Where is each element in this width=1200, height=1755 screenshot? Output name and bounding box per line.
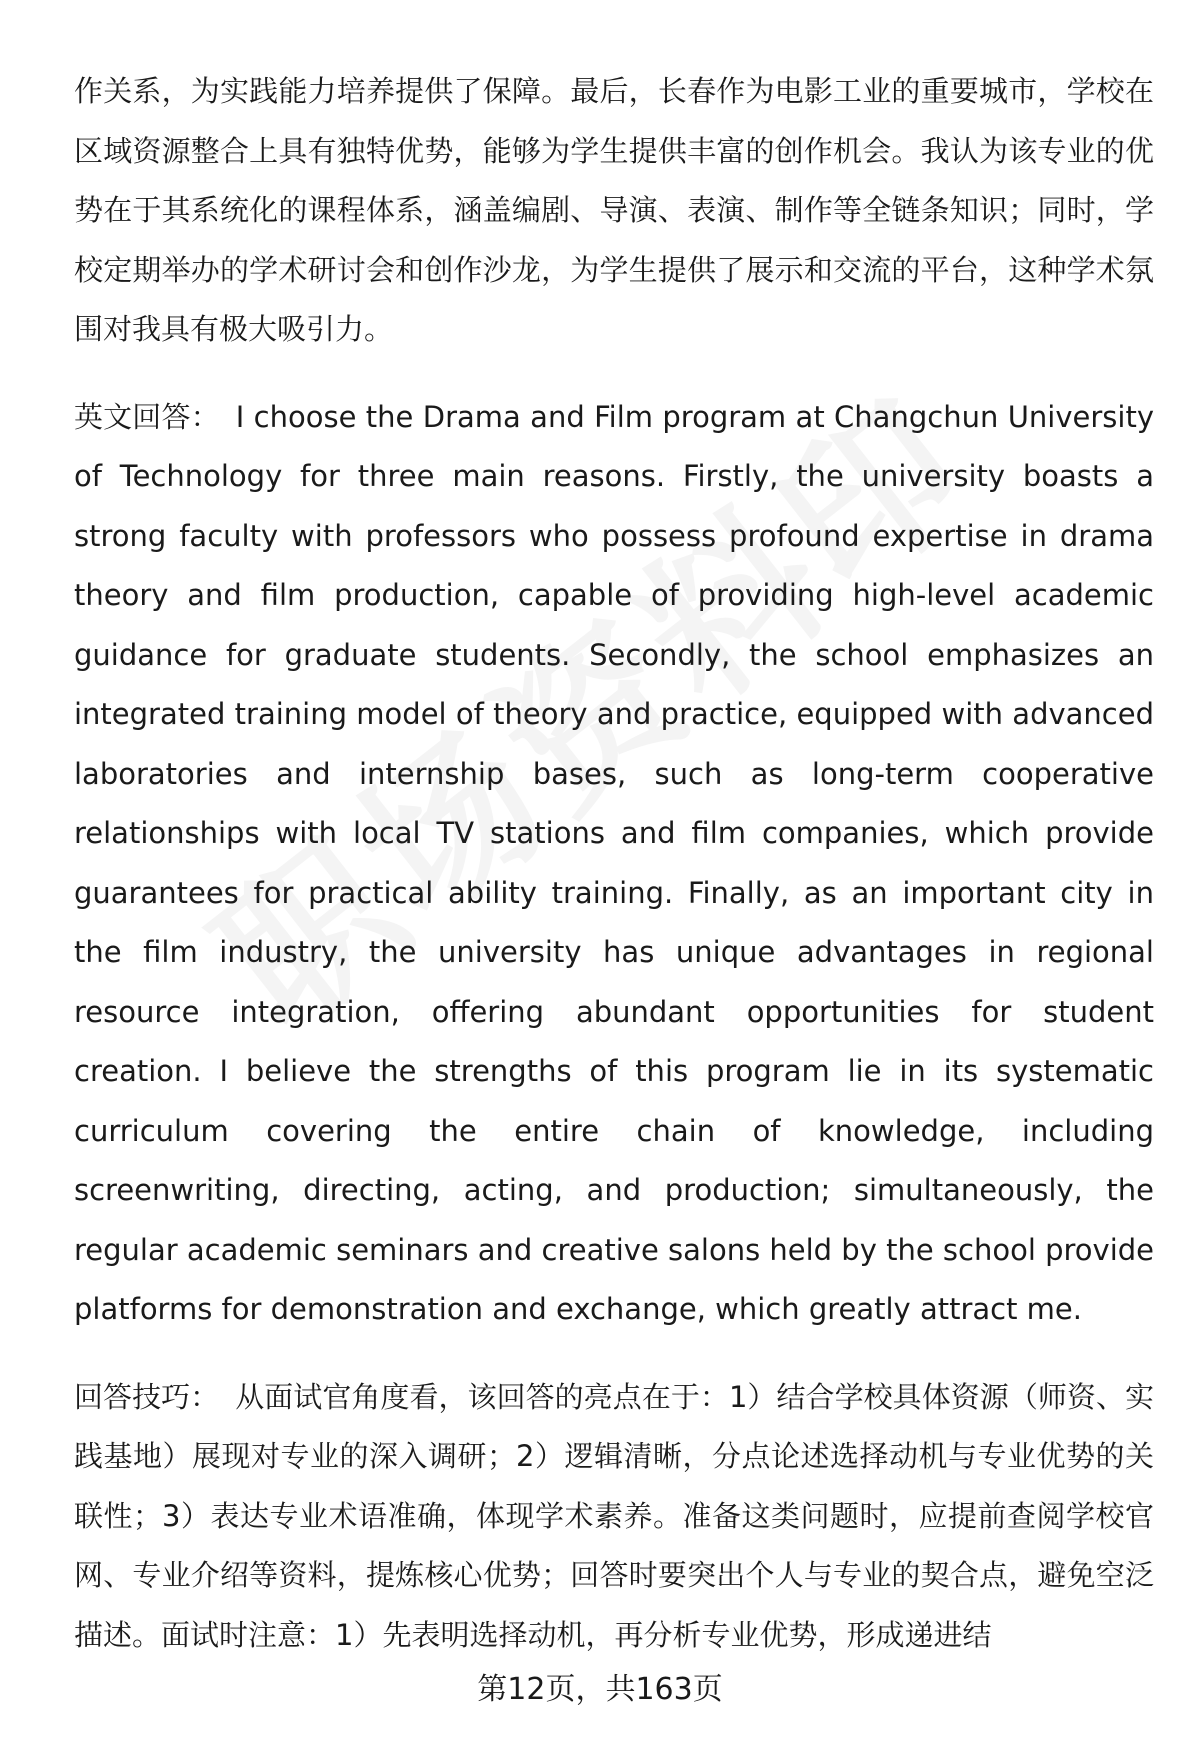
page-number-footer: 第12页，共163页 [477, 1672, 723, 1707]
answer-tips-label: 回答技巧： [74, 1379, 220, 1414]
english-answer-label: 英文回答： [74, 399, 220, 434]
paragraph-text: 从面试官角度看，该回答的亮点在于：1）结合学校具体资源（师资、实践基地）展现对专业的深入调研；2）逻辑清晰，分点论述选择动机与专业优势的关联性；3）表达专业术语准确，体现学术素养。准备这类问题时，应提前查阅学校官网、专业介绍等资料，提炼核心优势；回答时要突出个人与专业的契合点，避免空泛描述。面试时注意：1）先表明选择动机，再分析专业优势，形成递进结 [74, 1379, 1154, 1652]
document-body [74, 62, 1154, 1665]
paragraph-text: I choose the Drama and Film program at Changchun University of Technology for three main reasons. Firstly, the university boasts a strong faculty with professors who possess profound expertise in drama theory and film production, capable of providing high-level academic guidance for graduate students. Secondly, the school emphasizes an integrated training model of theory and practice, equipped with advanced laboratories and internship bases, such as long-term cooperative relationships with local TV stations and film companies, which provide guarantees for practical ability training. Finally, as an important city in the film industry, the university has unique advantages in regional resource integration, offering abundant opportunities for student creation. I believe the strengths of this program lie in its systematic curriculum covering the entire chain of knowledge, including screenwriting, directing, acting, and production; simultaneously, the regular academic seminars and creative salons held by the school provide platforms for demonstration and exchange, which greatly attract me. [74, 399, 1155, 1326]
paragraph-chinese-continuation [74, 62, 1154, 360]
paragraph-answer-tips [74, 1368, 1154, 1666]
paragraph-text: 作关系，为实践能力培养提供了保障。最后，长春作为电影工业的重要城市，学校在区域资源整合上具有独特优势，能够为学生提供丰富的创作机会。我认为该专业的优势在于其系统化的课程体系，涵盖编剧、导演、表演、制作等全链条知识；同时，学校定期举办的学术研讨会和创作沙龙，为学生提供了展示和交流的平台，这种学术氛围对我具有极大吸引力。 [74, 74, 1154, 346]
paragraph-english-answer [74, 388, 1154, 1340]
